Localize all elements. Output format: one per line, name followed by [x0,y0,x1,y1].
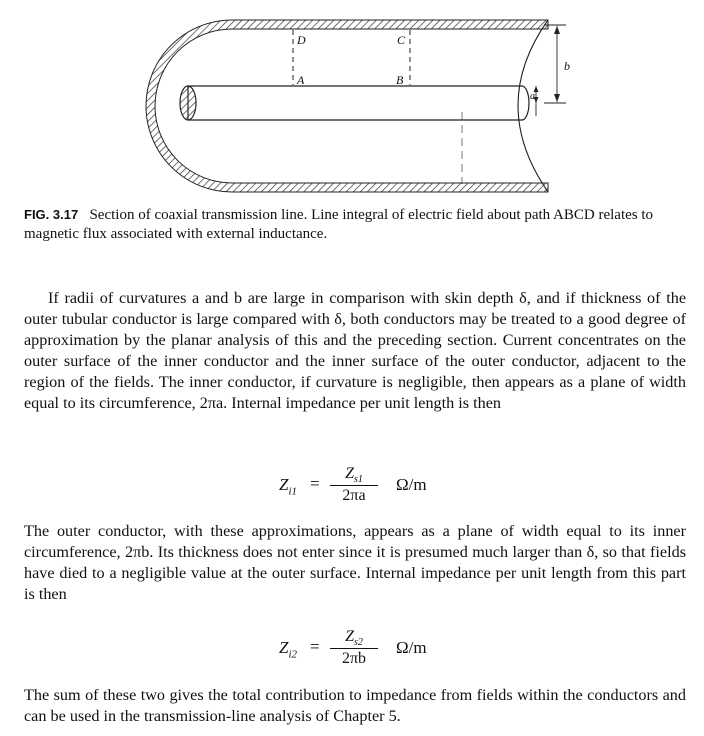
eq1-fraction: $Z_{s1}$ 2πa [328,465,380,505]
caption-text: Section of coaxial transmission line. Line integral of electric field about path ABCD relates to magnetic flux associated with external inductance. [24,207,654,242]
paragraph-2: The outer conductor, with these approximations, appears as a plane of width equal to its inner circumference, 2πb. Its thickness does not enter since it is presumed much larger than δ, so that fields have died to a negligible value at the outer surface. Internal impedance per unit length from this part is then [24,522,686,603]
equation-zi2 [0,628,704,668]
paragraph-3: The sum of these two gives the total contribution to impedance from fields within the conductors and can be used in the transmission-line analysis of Chapter 5. [24,686,686,725]
coaxial-line-figure [0,0,704,200]
eq2-unit: Ω/m [396,638,427,657]
eq2-fraction: $Z_{s2}$ 2πb [328,628,380,668]
eq1-equals: = [310,474,320,493]
label-b: b [564,59,570,73]
caption-label: FIG. 3.17 [24,207,79,222]
eq2-equals: = [310,637,320,656]
paragraph-1: If radii of curvatures a and b are large in comparison with skin depth δ, and if thickness of the outer tubular conductor is large compared with δ, both conductors may be treated to a good degree of approximation by the planar analysis of this and the preceding section. Current concentrates on the outer surface of the inner conductor and the inner surface of the outer conductor, adjacent to the region of the fields. The inner conductor, if curvature is negligible, then appears as a plane of width equal to its circumference, 2πa. Internal impedance per unit length is then [24,289,686,412]
label-C: C [397,33,406,47]
eq1-lhs: $Z_{i1}$ [279,475,298,498]
label-A: A [297,73,305,87]
label-a: a [530,91,535,102]
figure-caption [24,205,686,244]
equation-zi1 [0,465,704,505]
inner-conductor-end-face [180,86,196,120]
eq2-lhs: $Z_{i2}$ [279,638,298,661]
eq1-unit: Ω/m [396,475,427,494]
inner-conductor [188,86,529,120]
label-D: D [297,33,306,47]
label-B: B [396,73,404,87]
